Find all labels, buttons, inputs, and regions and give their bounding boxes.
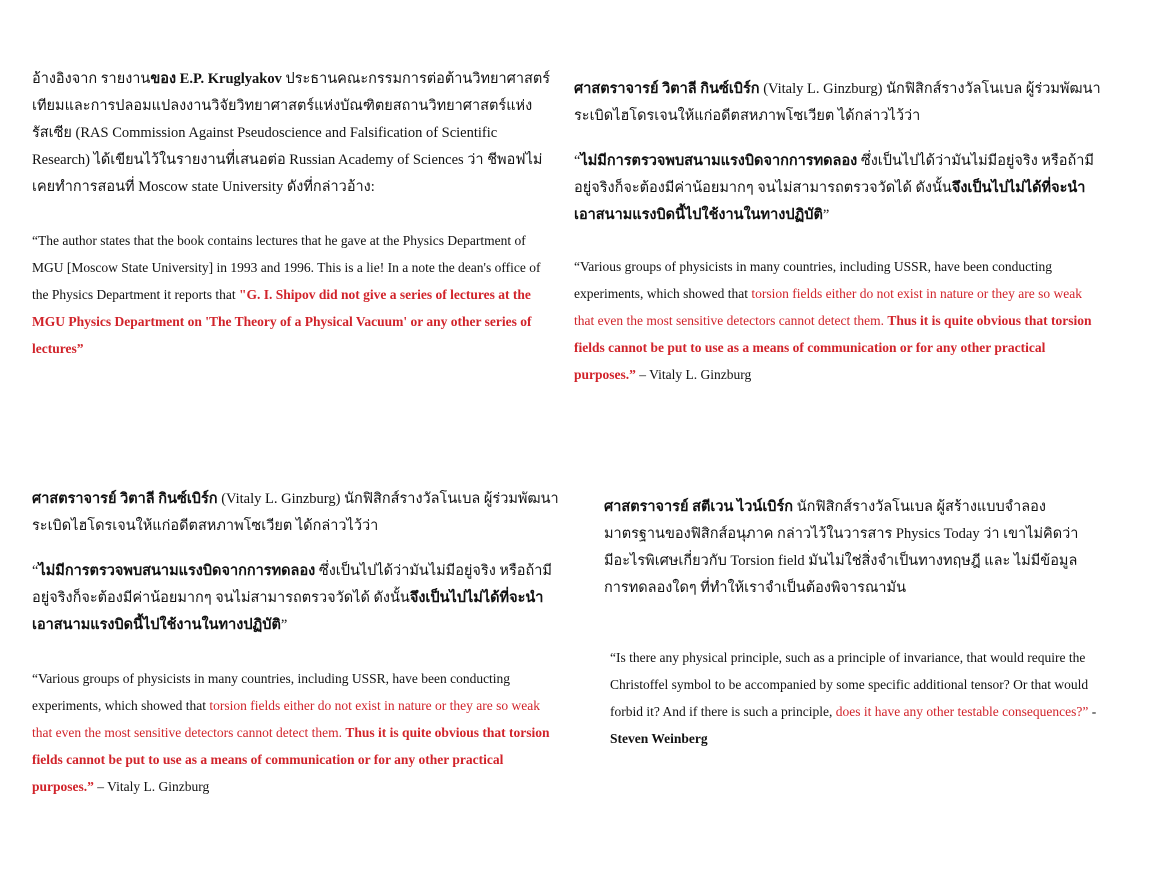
weinberg-intro — [604, 494, 1082, 602]
thai-quote-segment: ซึ่งเป็นไปได้ว่ามันไม่มีอยู่จริง หรือถ้ามีอยู่จริงก็จะต้องมีค่าน้อยมากๆ จนไม่สามารถตรวจวัดได้ ดังนั้น — [574, 153, 1094, 196]
intro-segment: นักฟิสิกส์รางวัลโนเบล ผู้สร้างแบบจำลองมาตรฐานของฟิสิกส์อนุภาค กล่าวไว้ในวารสาร Physics Today ว่า เขาไม่คิดว่ามีอะไรพิเศษเกี่ยวกับ Torsion field มันไม่ใช่สิ่งจำเป็นทางทฤษฎี และ ไม่มีข้อมูลการทดลองใดๆ ที่ทำให้เราจำเป็นต้องพิจารณามัน — [604, 499, 1079, 596]
weinberg-section — [604, 494, 1122, 752]
ginzburg-section-bottom — [32, 486, 560, 800]
quote-segment: “The author states that the book contains lectures that he gave at the Physics Department of MGU [Moscow State University] in 1993 and 1996. This is a lie! In a note the dean's office of the Physics Department it reports that — [32, 233, 541, 302]
thai-quote-segment: ไม่มีการตรวจพบสนามแรงบิดจากการทดลอง — [38, 563, 316, 579]
quote-segment: - — [1088, 704, 1097, 719]
thai-quote-segment: ไม่มีการตรวจพบสนามแรงบิดจากการทดลอง — [580, 153, 858, 169]
ginzburg-intro — [574, 76, 1104, 130]
thai-quote-segment: ” — [822, 207, 830, 223]
thai-quote-segment: “ — [574, 153, 581, 169]
quote-segment: Steven Weinberg — [610, 731, 708, 746]
kruglyakov-section — [32, 66, 552, 362]
quote-segment: Thus it is quite obvious that torsion fields cannot be put to use as a means of communication or for any other practical purposes.” — [574, 313, 1092, 382]
intro-segment: (Vitaly L. Ginzburg) นักฟิสิกส์รางวัลโนเบล ผู้ร่วมพัฒนาระเบิดไฮโดรเจนให้แก่อดีตสหภาพโซเวียต ได้กล่าวไว้ว่า — [32, 491, 559, 534]
thai-quote-segment: จึงเป็นไปไม่ได้ที่จะนำเอาสนามแรงบิดนี้ไปใช้งานในทางปฏิบัติ — [574, 180, 1086, 223]
kruglyakov-intro — [32, 66, 552, 201]
quote-segment: does it have any other testable consequences?” — [835, 704, 1089, 719]
kruglyakov-quote — [32, 227, 552, 362]
ginzburg-thai-quote — [32, 558, 560, 639]
quote-segment: “Various groups of physicists in many countries, including USSR, have been conducting experiments, which showed that — [574, 259, 1053, 301]
quote-segment: "G. I. Shipov did not give a series of lectures at the MGU Physics Department on 'The Theory of a Physical Vacuum' or any other series of lectures” — [32, 287, 532, 356]
quote-segment: “Is there any physical principle, such as a principle of invariance, that would require the Christoffel symbol to be accompanied by some specific additional tensor? Or that would forbid it? And if there is such a principle, — [610, 650, 1089, 719]
intro-segment: (Vitaly L. Ginzburg) นักฟิสิกส์รางวัลโนเบล ผู้ร่วมพัฒนาระเบิดไฮโดรเจนให้แก่อดีตสหภาพโซเวียต ได้กล่าวไว้ว่า — [574, 81, 1101, 124]
ginzburg-thai-quote — [574, 148, 1104, 229]
quote-segment: torsion fields either do not exist in nature or they are so weak that even the most sensitive detectors cannot detect them. — [574, 286, 1083, 328]
quote-segment: – Vitaly L. Ginzburg — [93, 779, 210, 794]
thai-quote-segment: จึงเป็นไปไม่ได้ที่จะนำเอาสนามแรงบิดนี้ไปใช้งานในทางปฏิบัติ — [32, 590, 544, 633]
intro-segment: ศาสตราจารย์ วิตาลี กินซ์เบิร์ก — [574, 81, 760, 97]
quote-segment: Thus it is quite obvious that torsion fields cannot be put to use as a means of communication or for any other practical purposes.” — [32, 725, 550, 794]
quote-segment: – Vitaly L. Ginzburg — [635, 367, 752, 382]
intro-segment: ประธานคณะกรรมการต่อต้านวิทยาศาสตร์เทียมและการปลอมแปลงงานวิจัยวิทยาศาสตร์แห่งบัณฑิตยสถานวิทยาศาสตร์แห่งรัสเซีย (RAS Commission Against Pseudoscience and Falsification of Scientific Research) ได้เขียนไว้ในรายงานที่เสนอต่อ Russian Academy of Sciences ว่า ชีพอฟไม่เคยทำการสอนที่ Moscow state University ดังที่กล่าวอ้าง: — [32, 71, 551, 195]
weinberg-quote — [604, 644, 1122, 752]
ginzburg-intro — [32, 486, 560, 540]
thai-quote-segment: “ — [32, 563, 39, 579]
thai-quote-segment: ซึ่งเป็นไปได้ว่ามันไม่มีอยู่จริง หรือถ้ามีอยู่จริงก็จะต้องมีค่าน้อยมากๆ จนไม่สามารถตรวจวัดได้ ดังนั้น — [32, 563, 552, 606]
ginzburg-quote — [32, 665, 560, 800]
intro-segment: ของ E.P. Kruglyakov — [150, 71, 282, 87]
intro-segment: ศาสตราจารย์ วิตาลี กินซ์เบิร์ก — [32, 491, 218, 507]
quote-segment: torsion fields either do not exist in nature or they are so weak that even the most sensitive detectors cannot detect them. — [32, 698, 541, 740]
thai-quote-segment: ” — [280, 617, 288, 633]
intro-segment: อ้างอิงจาก รายงาน — [32, 71, 151, 87]
quote-segment: “Various groups of physicists in many countries, including USSR, have been conducting experiments, which showed that — [32, 671, 511, 713]
intro-segment: ศาสตราจารย์ สตีเวน ไวน์เบิร์ก — [604, 499, 794, 515]
ginzburg-section-top — [574, 76, 1104, 388]
ginzburg-quote — [574, 253, 1104, 388]
